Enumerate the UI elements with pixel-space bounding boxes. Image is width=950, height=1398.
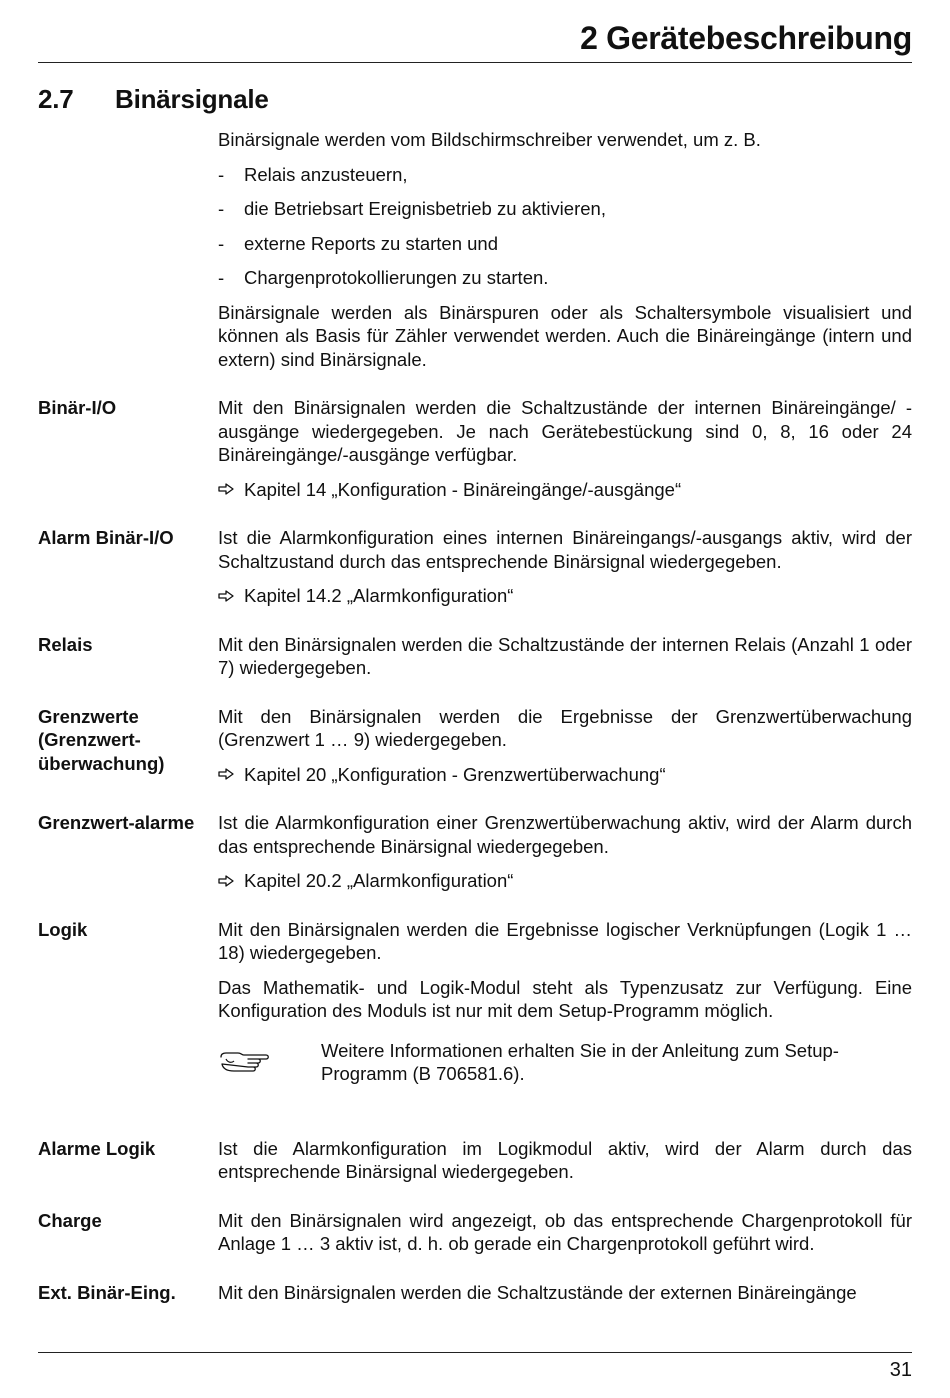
entry-body bbox=[218, 811, 912, 904]
entry-body bbox=[218, 1137, 912, 1195]
intro-summary: Binärsignale werden als Binärspuren oder als Schaltersymbole visualisiert und können als Basis für Zähler verwendet werden. Auch die Binäreingänge (intern und extern) sind Binärsignale. bbox=[218, 301, 912, 370]
entry-paragraph: Mit den Binärsignalen werden die Ergebnisse der Grenzwertüberwachung (Grenzwert 1 … 9) wiedergegeben. bbox=[218, 705, 912, 750]
cross-reference[interactable] bbox=[218, 478, 912, 502]
entry-body bbox=[218, 1209, 912, 1267]
entry-alarm-binaer-io bbox=[38, 526, 912, 619]
entry-body bbox=[218, 396, 912, 512]
entry-logik bbox=[38, 918, 912, 1097]
arrow-right-icon bbox=[218, 590, 244, 602]
entry-label: Charge bbox=[38, 1209, 102, 1231]
entry-label: Binär-I/O bbox=[38, 397, 117, 418]
entry-body bbox=[218, 705, 912, 798]
cross-reference[interactable] bbox=[218, 584, 912, 608]
page-content bbox=[38, 128, 912, 1315]
intro-bullet: - Relais anzusteuern, bbox=[218, 163, 408, 185]
entry-paragraph: Ist die Alarmkonfiguration im Logikmodul aktiv, wird der Alarm durch das entsprechende Binärsignal wiedergegeben. bbox=[218, 1137, 912, 1182]
entry-paragraph: Mit den Binärsignalen werden die Schaltzustände der externen Binäreingänge bbox=[218, 1281, 857, 1303]
entry-paragraph: Das Mathematik- und Logik-Modul steht als Typenzusatz zur Verfügung. Eine Konfiguration des Moduls ist nur mit dem Setup-Programm möglich. bbox=[218, 976, 912, 1021]
arrow-right-icon bbox=[218, 483, 244, 495]
entry-paragraph: Mit den Binärsignalen werden die Schaltzustände der internen Relais (Anzahl 1 oder 7) wiedergegeben. bbox=[218, 633, 912, 678]
section-title: Binärsignale bbox=[115, 84, 269, 114]
page-number: 31 bbox=[889, 1359, 912, 1381]
chapter-title: 2 Gerätebeschreibung bbox=[580, 20, 912, 56]
entry-paragraph: Mit den Binärsignalen werden die Ergebnisse logischer Verknüpfungen (Logik 1 … 18) wiedergegeben. bbox=[218, 918, 912, 963]
pointing-hand-icon bbox=[218, 1039, 321, 1086]
cross-reference-text[interactable]: Kapitel 14.2 „Alarmkonfiguration“ bbox=[244, 585, 514, 606]
intro-bullet: - Chargenprotokollierungen zu starten. bbox=[218, 267, 549, 288]
entry-relais bbox=[38, 633, 912, 691]
section-number: 2.7 bbox=[38, 84, 74, 114]
entry-paragraph: Mit den Binärsignalen wird angezeigt, ob das entsprechende Chargenprotokoll für Anlage 1 … 3 aktiv ist, d. h. ob gerade ein Chargenprotokoll geführt wird. bbox=[218, 1209, 912, 1254]
cross-reference[interactable] bbox=[218, 869, 912, 893]
cross-reference[interactable] bbox=[218, 763, 912, 787]
section-heading bbox=[38, 84, 269, 115]
entry-label: Relais bbox=[38, 633, 93, 655]
entry-paragraph: Mit den Binärsignalen werden die Schaltzustände der internen Binäreingänge/ -ausgänge wiedergegeben. Je nach Gerätebestückung sind 0, 8, 16 oder 24 Binäreingänge/-ausgänge verfügbar. bbox=[218, 397, 912, 465]
page-header bbox=[38, 14, 912, 63]
arrow-right-icon bbox=[218, 875, 244, 887]
entry-body bbox=[218, 918, 912, 1097]
intro-block bbox=[38, 128, 912, 382]
entry-charge bbox=[38, 1209, 912, 1267]
intro-lead: Binärsignale werden vom Bildschirmschreiber verwendet, um z. B. bbox=[218, 129, 761, 150]
intro-bullet: - externe Reports zu starten und bbox=[218, 232, 499, 254]
arrow-right-icon bbox=[218, 768, 244, 780]
entry-label: Alarme Logik bbox=[38, 1137, 156, 1159]
entry-grenzwerte bbox=[38, 705, 912, 798]
entry-label: Grenzwert-alarme bbox=[38, 812, 195, 833]
entry-grenzwertalarme bbox=[38, 811, 912, 904]
entry-body bbox=[218, 633, 912, 691]
cross-reference-text[interactable]: Kapitel 20.2 „Alarmkonfiguration“ bbox=[244, 870, 514, 891]
entry-alarme-logik bbox=[38, 1137, 912, 1195]
page-footer bbox=[38, 1352, 912, 1381]
entry-body bbox=[218, 526, 912, 619]
info-note bbox=[218, 1039, 912, 1086]
intro-body bbox=[218, 128, 912, 382]
entry-label: Logik bbox=[38, 918, 88, 940]
cross-reference-text[interactable]: Kapitel 20 „Konfiguration - Grenzwertüberwachung“ bbox=[244, 763, 666, 785]
intro-bullet: - die Betriebsart Ereignisbetrieb zu aktivieren, bbox=[218, 198, 606, 219]
entry-paragraph: Ist die Alarmkonfiguration eines internen Binäreingangs/-ausgangs aktiv, wird der Schaltzustand durch das entsprechende Binärsignal wiedergegeben. bbox=[218, 527, 912, 572]
entry-ext-binaer-eing bbox=[38, 1281, 912, 1316]
info-note-text: Weitere Informationen erhalten Sie in der Anleitung zum Setup-Programm (B 706581.6). bbox=[321, 1039, 839, 1084]
entry-paragraph: Ist die Alarmkonfiguration einer Grenzwertüberwachung aktiv, wird der Alarm durch das entsprechende Binärsignal wiedergegeben. bbox=[218, 812, 912, 857]
entry-binaer-io bbox=[38, 396, 912, 512]
entry-label: Alarm Binär-I/O bbox=[38, 527, 174, 548]
intro-label-spacer bbox=[38, 128, 218, 382]
cross-reference-text[interactable]: Kapitel 14 „Konfiguration - Binäreingänge/-ausgänge“ bbox=[244, 478, 682, 500]
entry-label: Ext. Binär-Eing. bbox=[38, 1281, 176, 1303]
entry-label: Grenzwerte (Grenzwert-überwachung) bbox=[38, 705, 165, 774]
entry-body bbox=[218, 1281, 912, 1316]
